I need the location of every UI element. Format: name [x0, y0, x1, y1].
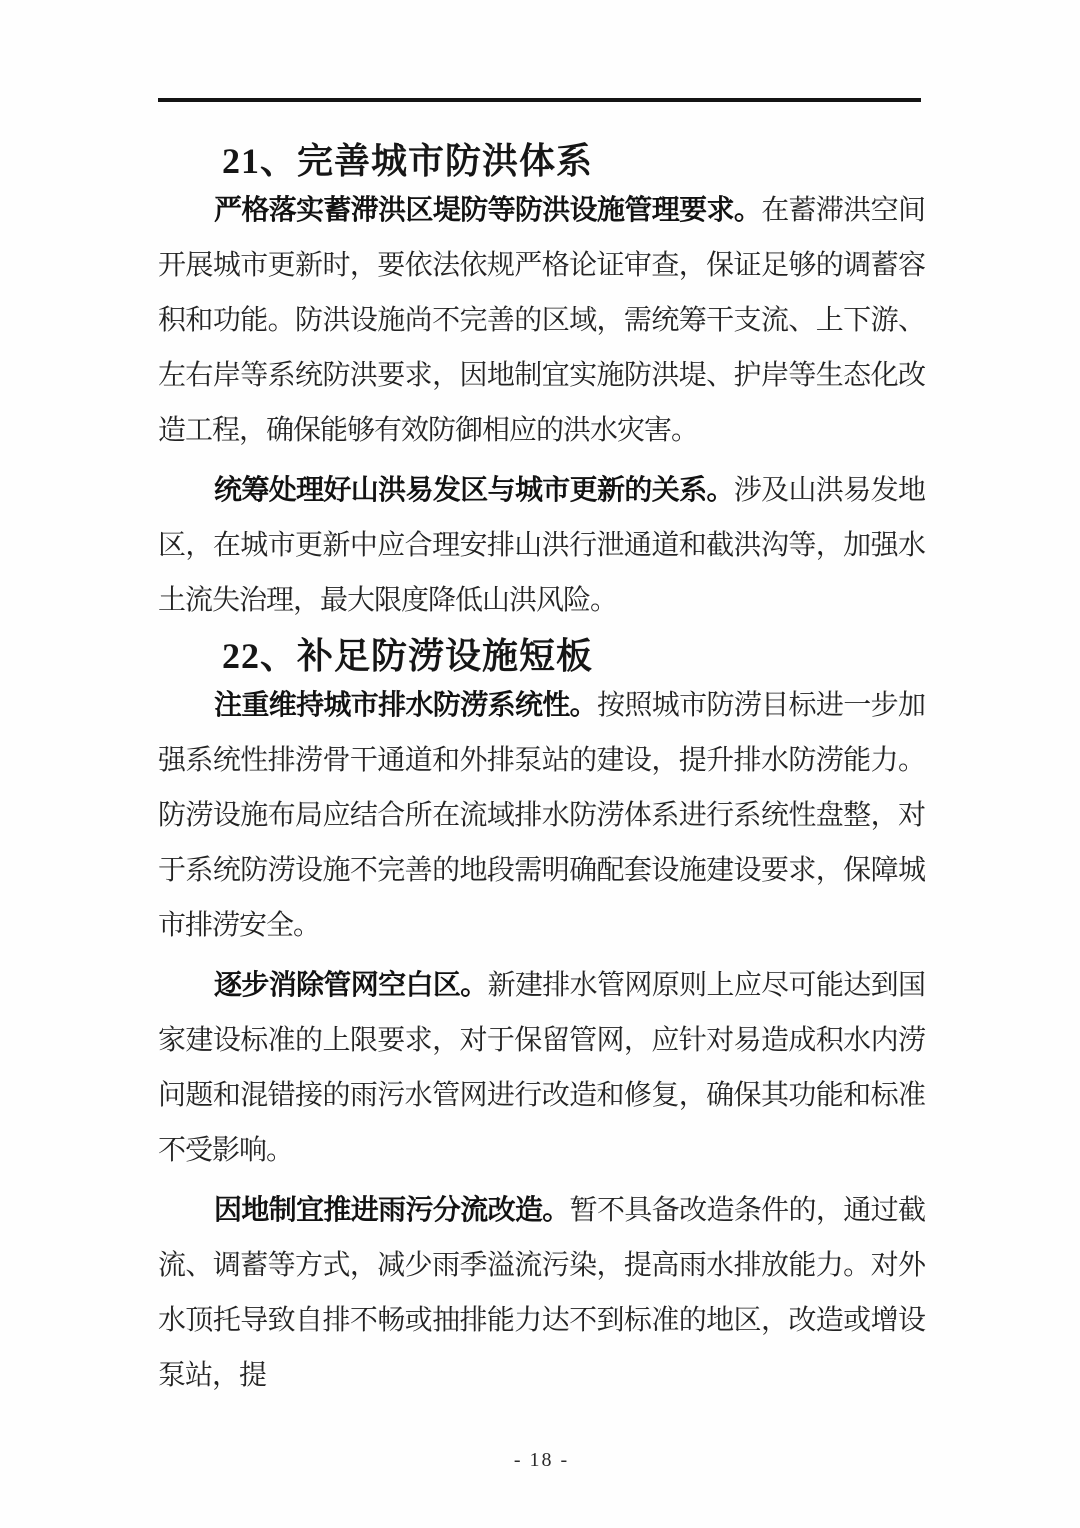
- paragraph-lead: 统筹处理好山洪易发区与城市更新的关系。: [214, 475, 734, 506]
- section-21: [158, 139, 925, 628]
- page-number: - 18 -: [513, 1449, 570, 1471]
- paragraph: [158, 183, 925, 458]
- paragraph-lead: 严格落实蓄滞洪区堤防等防洪设施管理要求。: [214, 195, 762, 226]
- document-content: [158, 103, 925, 1472]
- section-21-heading: 21、完善城市防洪体系: [222, 141, 594, 181]
- paragraph-body: 在蓄滞洪空间开展城市更新时，要依法依规严格论证审查，保证足够的调蓄容积和功能。防洪设施尚不完善的区域，需统筹干支流、上下游、左右岸等系统防洪要求，因地制宜实施防洪堤、护岸等生态化改造工程，确保能够有效防御相应的洪水灾害。: [158, 195, 925, 446]
- paragraph-body: 新建排水管网原则上应尽可能达到国家建设标准的上限要求，对于保留管网，应针对易造成积水内涝问题和混错接的雨污水管网进行改造和修复，确保其功能和标准不受影响。: [158, 970, 925, 1166]
- page-footer: [158, 1448, 925, 1472]
- section-22: [158, 634, 925, 1403]
- paragraph: [158, 1183, 925, 1403]
- paragraph-body: 暂不具备改造条件的，通过截流、调蓄等方式，减少雨季溢流污染，提高雨水排放能力。对外水顶托导致自排不畅或抽排能力达不到标准的地区，改造或增设泵站，提: [158, 1195, 925, 1391]
- section-22-heading: 22、补足防涝设施短板: [222, 636, 594, 676]
- paragraph: [158, 678, 925, 953]
- paragraph-lead: 逐步消除管网空白区。: [214, 970, 488, 1001]
- paragraph-body: 涉及山洪易发地区，在城市更新中应合理安排山洪行泄通道和截洪沟等，加强水土流失治理，最大限度降低山洪风险。: [158, 475, 925, 616]
- paragraph-lead: 因地制宜推进雨污分流改造。: [214, 1195, 570, 1226]
- paragraph: [158, 463, 925, 628]
- paragraph: [158, 958, 925, 1178]
- paragraph-lead: 注重维持城市排水防涝系统性。: [214, 690, 598, 721]
- paragraph-body: 按照城市防涝目标进一步加强系统性排涝骨干通道和外排泵站的建设，提升排水防涝能力。防涝设施布局应结合所在流域排水防涝体系进行系统性盘整，对于系统防涝设施不完善的地段需明确配套设施建设要求，保障城市排涝安全。: [158, 690, 925, 941]
- header-rule: [158, 98, 921, 102]
